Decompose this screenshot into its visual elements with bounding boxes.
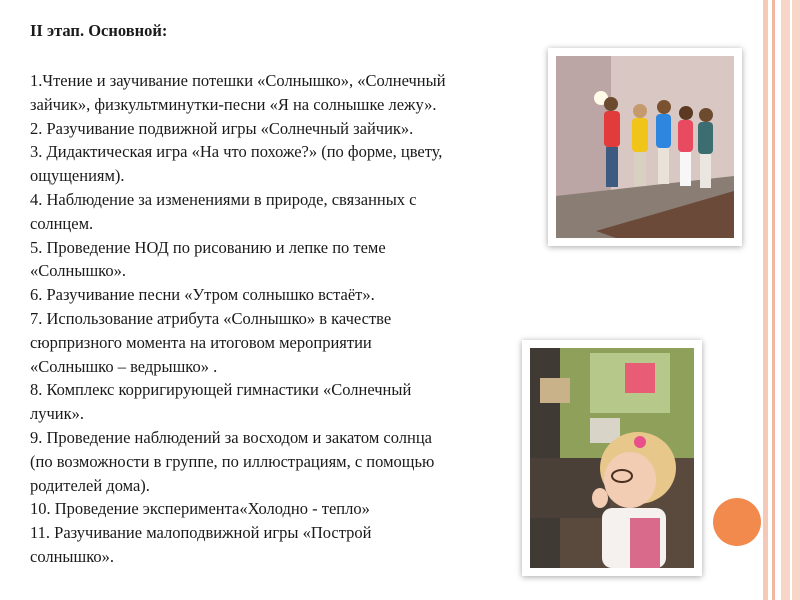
decorative-orange-circle — [713, 498, 761, 546]
decorative-stripe — [763, 0, 768, 600]
activity-line: «Солнышко – ведрышко» . — [30, 356, 218, 376]
activity-line: 9. Проведение наблюдений за восходом и закатом солнца — [30, 427, 432, 447]
activity-line: зайчик», физкультминутки-песни «Я на солнышке лежу». — [30, 94, 437, 114]
activity-line: ощущениям). — [30, 166, 125, 186]
activity-line: солнцем. — [30, 213, 94, 233]
photo-children-sunbeam — [548, 48, 742, 246]
activity-line: солнышко». — [30, 546, 115, 566]
activity-line: лучик». — [30, 404, 85, 424]
activity-line: 4. Наблюдение за изменениями в природе, связанных с — [30, 189, 417, 209]
activity-list — [30, 69, 530, 569]
decorative-stripe — [772, 0, 775, 600]
activity-line: 2. Разучивание подвижной игры «Солнечный зайчик». — [30, 118, 414, 138]
activity-line: 11. Разучивание малоподвижной игры «Построй — [30, 523, 372, 543]
activity-line: 6. Разучивание песни «Утром солнышко встаёт». — [30, 285, 375, 305]
activity-line: родителей дома). — [30, 475, 150, 495]
activity-line: 5. Проведение НОД по рисованию и лепке по теме — [30, 237, 386, 257]
activity-line: 3. Дидактическая игра «На что похоже?» (по форме, цвету, — [30, 142, 443, 162]
photo-girl-group-room — [522, 340, 702, 576]
photo-girl-group-room-image — [530, 348, 694, 568]
activity-line: 1.Чтение и заучивание потешки «Солнышко», «Солнечный — [30, 71, 446, 90]
slide-heading: II этап. Основной: — [30, 21, 168, 40]
activity-line: «Солнышко». — [30, 261, 126, 281]
decorative-stripe — [790, 0, 792, 600]
activity-line: (по возможности в группе, по иллюстрациям, с помощью — [30, 451, 435, 471]
activity-line: 7. Использование атрибута «Солнышко» в качестве — [30, 308, 392, 328]
activity-line: 10. Проведение эксперимента«Холодно - тепло» — [30, 499, 370, 519]
activity-line: сюрпризного момента на итоговом мероприятии — [30, 332, 372, 352]
activity-line: 8. Комплекс корригирующей гимнастики «Солнечный — [30, 380, 412, 400]
photo-children-sunbeam-image — [556, 56, 734, 238]
